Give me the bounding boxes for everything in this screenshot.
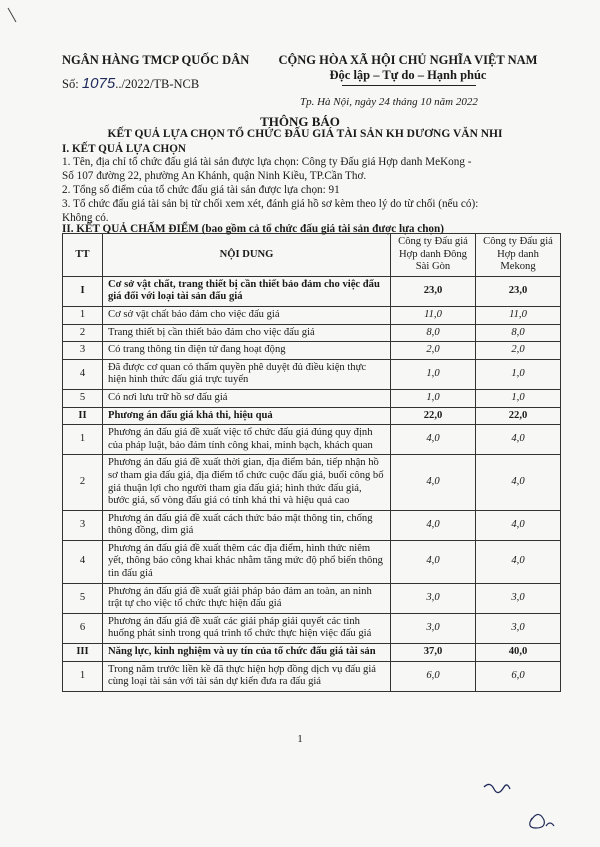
row-content: Phương án đấu giá khả thi, hiệu quả	[103, 407, 391, 425]
row-tt: 6	[63, 613, 103, 643]
motto: Độc lập – Tự do – Hạnh phúc	[329, 68, 487, 82]
row-tt: 4	[63, 540, 103, 583]
section-1-line: 3. Tổ chức đấu giá tài sản bị từ chối xem xét, đánh giá hồ sơ kèm theo lý do từ chối (nếu có):	[62, 198, 479, 210]
row-score-b: 3,0	[476, 583, 561, 613]
row-content: Phương án đấu giá đề xuất thời gian, địa điểm bán, tiếp nhận hồ sơ tham gia đấu giá, địa điểm tổ chức cuộc đấu giá, buổi công bố giá thuận lợi cho người tham gia đấu giá; hình thức đấu giá, bước giá, số vòng đấu giá có tính khả thi và hiệu quả cao	[103, 455, 391, 510]
row-content: Phương án đấu giá đề xuất các giải pháp giải quyết các tình huống phát sinh trong quá trình tổ chức thực hiện việc đấu giá	[103, 613, 391, 643]
row-score-a: 37,0	[391, 644, 476, 662]
section-1-line: 2. Tổng số điểm của tổ chức đấu giá tài sản được lựa chọn: 91	[62, 184, 340, 196]
page-number: 1	[297, 733, 303, 745]
row-content: Trang thiết bị cần thiết bảo đảm cho việc đấu giá	[103, 324, 391, 342]
row-score-b: 8,0	[476, 324, 561, 342]
section-1-line: 1. Tên, địa chỉ tổ chức đấu giá tài sản được lựa chọn: Công ty Đấu giá Hợp danh MeKong -	[62, 156, 472, 168]
row-score-a: 1,0	[391, 359, 476, 389]
row-content: Phương án đấu giá đề xuất giải pháp bảo đảm an toàn, an ninh trật tự cho việc tổ chức thực hiện đấu giá	[103, 583, 391, 613]
row-tt: 2	[63, 324, 103, 342]
row-score-b: 1,0	[476, 389, 561, 407]
row-content: Đã được cơ quan có thẩm quyền phê duyệt đủ điều kiện thực hiện hình thức đấu giá trực tuyến	[103, 359, 391, 389]
row-content: Có trang thông tin điện tử đang hoạt động	[103, 342, 391, 360]
row-score-b: 4,0	[476, 510, 561, 540]
section-2-heading: II. KẾT QUẢ CHẤM ĐIỂM (bao gồm cả tổ chức đấu giá tài sản được lựa chọn)	[62, 223, 444, 235]
row-score-b: 22,0	[476, 407, 561, 425]
row-content: Phương án đấu giá đề xuất cách thức bảo mật thông tin, chống thông đồng, dìm giá	[103, 510, 391, 540]
row-tt: II	[63, 407, 103, 425]
row-content: Phương án đấu giá đề xuất việc tổ chức đấu giá đúng quy định của pháp luật, bảo đảm tính công khai, minh bạch, khách quan	[103, 425, 391, 455]
place-date: Tp. Hà Nội, ngày 24 tháng 10 năm 2022	[300, 96, 478, 108]
document-title: THÔNG BÁO	[260, 114, 340, 129]
row-score-a: 4,0	[391, 510, 476, 540]
row-tt: I	[63, 276, 103, 306]
bank-name: NGÂN HÀNG TMCP QUỐC DÂN	[62, 53, 250, 67]
row-score-a: 4,0	[391, 455, 476, 510]
row-score-b: 11,0	[476, 306, 561, 324]
row-score-b: 6,0	[476, 661, 561, 691]
row-tt: 3	[63, 342, 103, 360]
row-score-b: 4,0	[476, 540, 561, 583]
row-score-a: 4,0	[391, 425, 476, 455]
row-score-a: 2,0	[391, 342, 476, 360]
doc-number-suffix: ../2022/TB-NCB	[115, 77, 200, 91]
section-1-line: Số 107 đường 22, phường An Khánh, quận Ninh Kiều, TP.Cần Thơ.	[62, 170, 367, 182]
row-tt: 5	[63, 389, 103, 407]
row-tt: 1	[63, 661, 103, 691]
row-score-a: 1,0	[391, 389, 476, 407]
row-score-a: 8,0	[391, 324, 476, 342]
doc-number-handwritten: 1075	[81, 75, 116, 92]
row-score-a: 23,0	[391, 276, 476, 306]
header-company-b: Công ty Đấu giá Hợp danh Mekong	[476, 234, 561, 277]
row-content: Trong năm trước liền kề đã thực hiện hợp đồng dịch vụ đấu giá cùng loại tài sản với tài sản dự kiến đưa ra đấu giá	[103, 661, 391, 691]
row-tt: 3	[63, 510, 103, 540]
row-tt: III	[63, 644, 103, 662]
row-score-b: 3,0	[476, 613, 561, 643]
header-tt: TT	[63, 234, 103, 277]
row-tt: 1	[63, 306, 103, 324]
row-tt: 5	[63, 583, 103, 613]
initial-signature-icon	[484, 784, 510, 792]
row-score-a: 6,0	[391, 661, 476, 691]
section-1-line: Không có.	[62, 212, 109, 224]
row-tt: 2	[63, 455, 103, 510]
corner-mark	[8, 8, 16, 22]
row-content: Năng lực, kinh nghiệm và uy tín của tổ chức đấu giá tài sản	[103, 644, 391, 662]
row-tt: 1	[63, 425, 103, 455]
row-score-a: 4,0	[391, 540, 476, 583]
row-score-a: 22,0	[391, 407, 476, 425]
row-score-b: 4,0	[476, 455, 561, 510]
section-1-heading: I. KẾT QUẢ LỰA CHỌN	[62, 143, 187, 155]
row-score-b: 4,0	[476, 425, 561, 455]
row-tt: 4	[63, 359, 103, 389]
document-subtitle: KẾT QUẢ LỰA CHỌN TỔ CHỨC ĐẤU GIÁ TÀI SẢN KH DƯƠNG VĂN NHI	[107, 128, 503, 140]
header-content: NỘI DUNG	[103, 234, 391, 277]
header-company-a: Công ty Đấu giá Hợp danh Đông Sài Gòn	[391, 234, 476, 277]
row-content: Cơ sở vật chất, trang thiết bị cần thiết bảo đảm cho việc đấu giá đối với loại tài sản đấu giá	[103, 276, 391, 306]
row-content: Phương án đấu giá đề xuất thêm các địa điểm, hình thức niêm yết, thông báo công khai khác nhằm tăng mức độ phổ biến thông tin đấu giá	[103, 540, 391, 583]
row-score-b: 1,0	[476, 359, 561, 389]
doc-number-prefix: Số:	[62, 77, 79, 91]
row-content: Có nơi lưu trữ hồ sơ đấu giá	[103, 389, 391, 407]
row-score-b: 2,0	[476, 342, 561, 360]
row-score-a: 3,0	[391, 613, 476, 643]
country-name: CỘNG HÒA XÃ HỘI CHỦ NGHĨA VIỆT NAM	[278, 53, 538, 67]
signature-icon	[530, 814, 554, 828]
row-score-a: 11,0	[391, 306, 476, 324]
row-content: Cơ sở vật chất bảo đảm cho việc đấu giá	[103, 306, 391, 324]
row-score-a: 3,0	[391, 583, 476, 613]
row-score-b: 40,0	[476, 644, 561, 662]
row-score-b: 23,0	[476, 276, 561, 306]
